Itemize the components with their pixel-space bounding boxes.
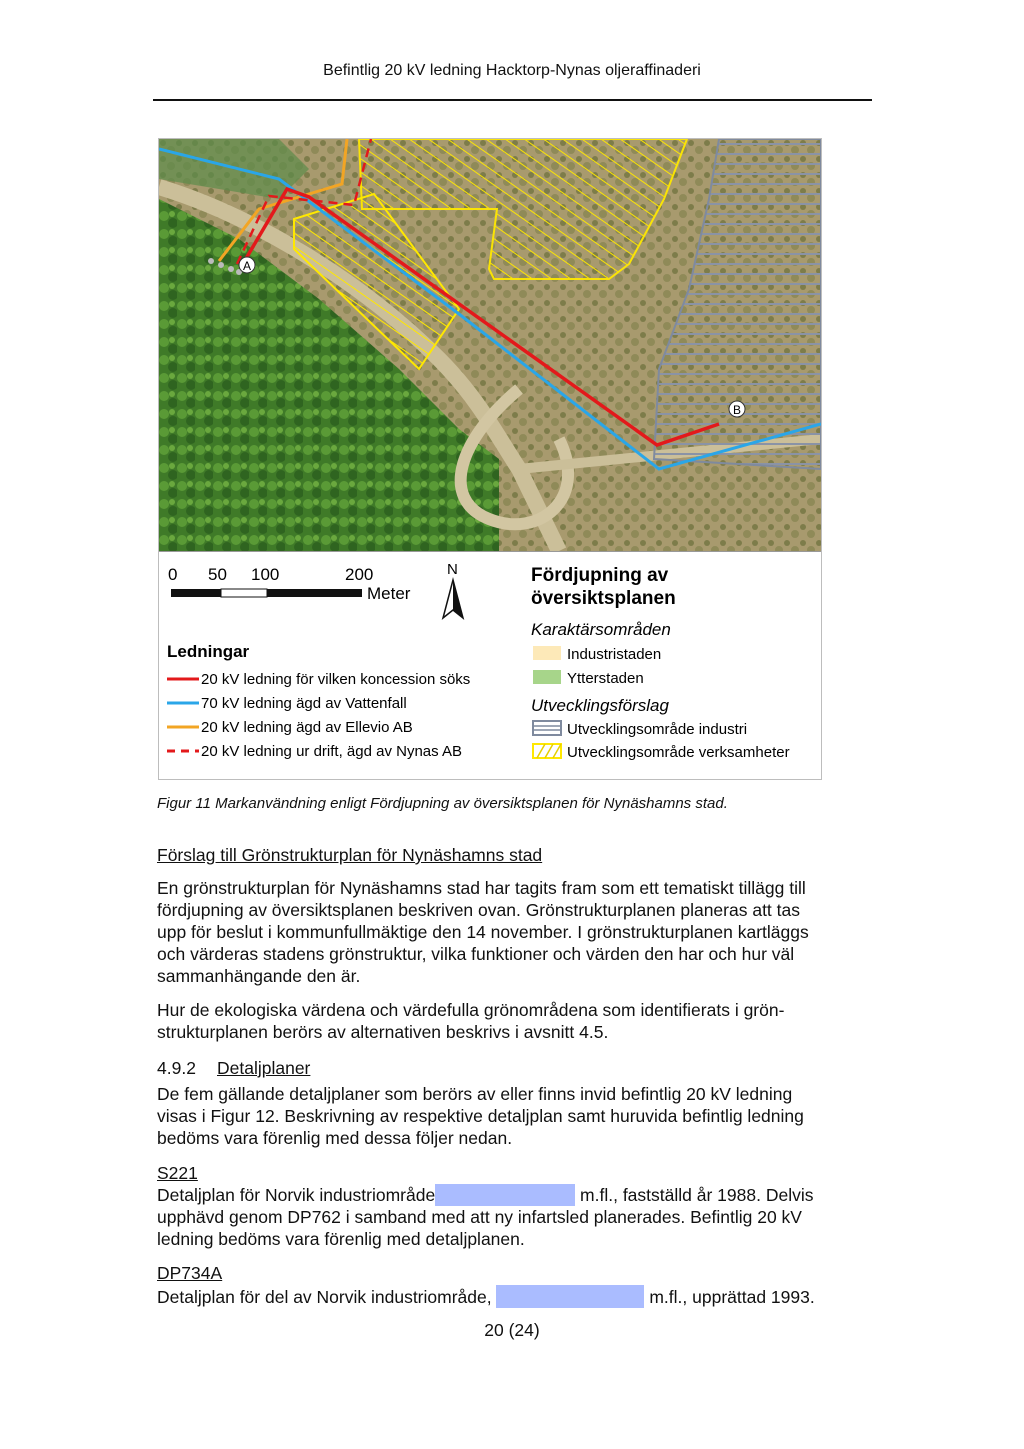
utv-title: Utvecklingsförslag	[531, 696, 669, 715]
redacted-block	[435, 1184, 575, 1206]
gron-paragraph-1: En grönstrukturplan för Nynäshamns stad har tagits fram som ett tematiskt tillägg till fördjupning av översiktsplanen beskriven ovan. Grönstrukturplanen planeras att tas upp för beslut i kommunfullmäktige den 14 november. I grönstrukturplanen kartläggs och värderas stadens grönstruktur, vilka funktioner och värden den har och hur väl sammanhängande den är.	[157, 878, 809, 986]
land-use-map	[159, 139, 821, 551]
s221-heading: S221	[157, 1163, 198, 1183]
map-legend	[159, 551, 821, 780]
section-paragraph: De fem gällande detaljplaner som berörs av eller finns invid befintlig 20 kV ledning visas i Figur 12. Beskrivning av respektive detaljplan samt huruvida befintlig ledning bedöms vara förenlig med dessa följer nedan.	[157, 1084, 804, 1148]
header-rule	[153, 99, 872, 101]
gron-paragraph-2: Hur de ekologiska värdena och värdefulla grönområdena som identifierats i grön- strukturplanen berörs av alternativen beskrivs i avsnitt 4.5.	[157, 1000, 785, 1042]
svg-text:Ytterstaden: Ytterstaden	[567, 670, 644, 687]
redacted-block	[496, 1285, 644, 1308]
page-number: 20 (24)	[484, 1320, 540, 1340]
gron-heading: Förslag till Grönstrukturplan för Nynäshamns stad	[157, 845, 543, 865]
map-figure	[158, 138, 822, 780]
svg-text:Industristaden: Industristaden	[567, 646, 662, 663]
industristaden-swatch	[533, 646, 561, 660]
point-b-label: B	[732, 403, 742, 417]
industri-swatch	[533, 721, 561, 735]
section-number: 4.9.2	[157, 1058, 196, 1078]
karaktar-title: Karaktärsområden	[531, 620, 671, 639]
svg-text:0: 0	[168, 565, 178, 584]
svg-text:70 kV ledning ägd av Vattenfal: 70 kV ledning ägd av Vattenfall	[201, 695, 407, 712]
dp734a-heading: DP734A	[157, 1263, 223, 1283]
legend-line-items	[167, 671, 470, 760]
svg-text:N: N	[447, 561, 458, 578]
svg-text:Utvecklingsområde industri: Utvecklingsområde industri	[567, 721, 748, 738]
svg-text:50: 50	[208, 565, 227, 584]
svg-text:100: 100	[251, 565, 280, 584]
s221-paragraph: Detaljplan för Norvik industriområde m.fl., fastställd år 1988. Delvis upphävd genom DP762 i samband med att ny infartsled planerades. Befintlig 20 kV ledning bedöms vara förenlig med detaljplanen.	[157, 1185, 814, 1249]
ledningar-title: Ledningar	[167, 642, 250, 661]
point-a-label: A	[242, 259, 252, 273]
svg-text:200: 200	[345, 565, 374, 584]
page-header-title: Befintlig 20 kV ledning Hacktorp-Nynas oljeraffinaderi	[323, 62, 701, 79]
verksamheter-swatch	[533, 744, 561, 758]
north-arrow-icon	[443, 561, 463, 618]
svg-text:Utvecklingsområde verksamheter: Utvecklingsområde verksamheter	[567, 744, 790, 761]
svg-text:20 kV ledning ägd av Ellevio A: 20 kV ledning ägd av Ellevio AB	[201, 719, 413, 736]
fop-title-line1: Fördjupning av	[531, 565, 669, 586]
scale-bar	[168, 565, 411, 603]
scale-unit: Meter	[367, 584, 411, 603]
svg-text:20 kV ledning ur drift, ägd av: 20 kV ledning ur drift, ägd av Nynas AB	[201, 743, 462, 760]
dp734a-paragraph: Detaljplan för del av Norvik industriområde, m.fl., upprättad 1993.	[157, 1287, 815, 1307]
fop-title-line2: översiktsplanen	[531, 588, 676, 609]
ytterstaden-swatch	[533, 670, 561, 684]
section-title: Detaljplaner	[217, 1058, 311, 1078]
svg-text:20 kV ledning för vilken konce: 20 kV ledning för vilken koncession söks	[201, 671, 471, 688]
figure-caption: Figur 11 Markanvändning enligt Fördjupning av översiktsplanen för Nynäshamns stad.	[157, 795, 728, 812]
